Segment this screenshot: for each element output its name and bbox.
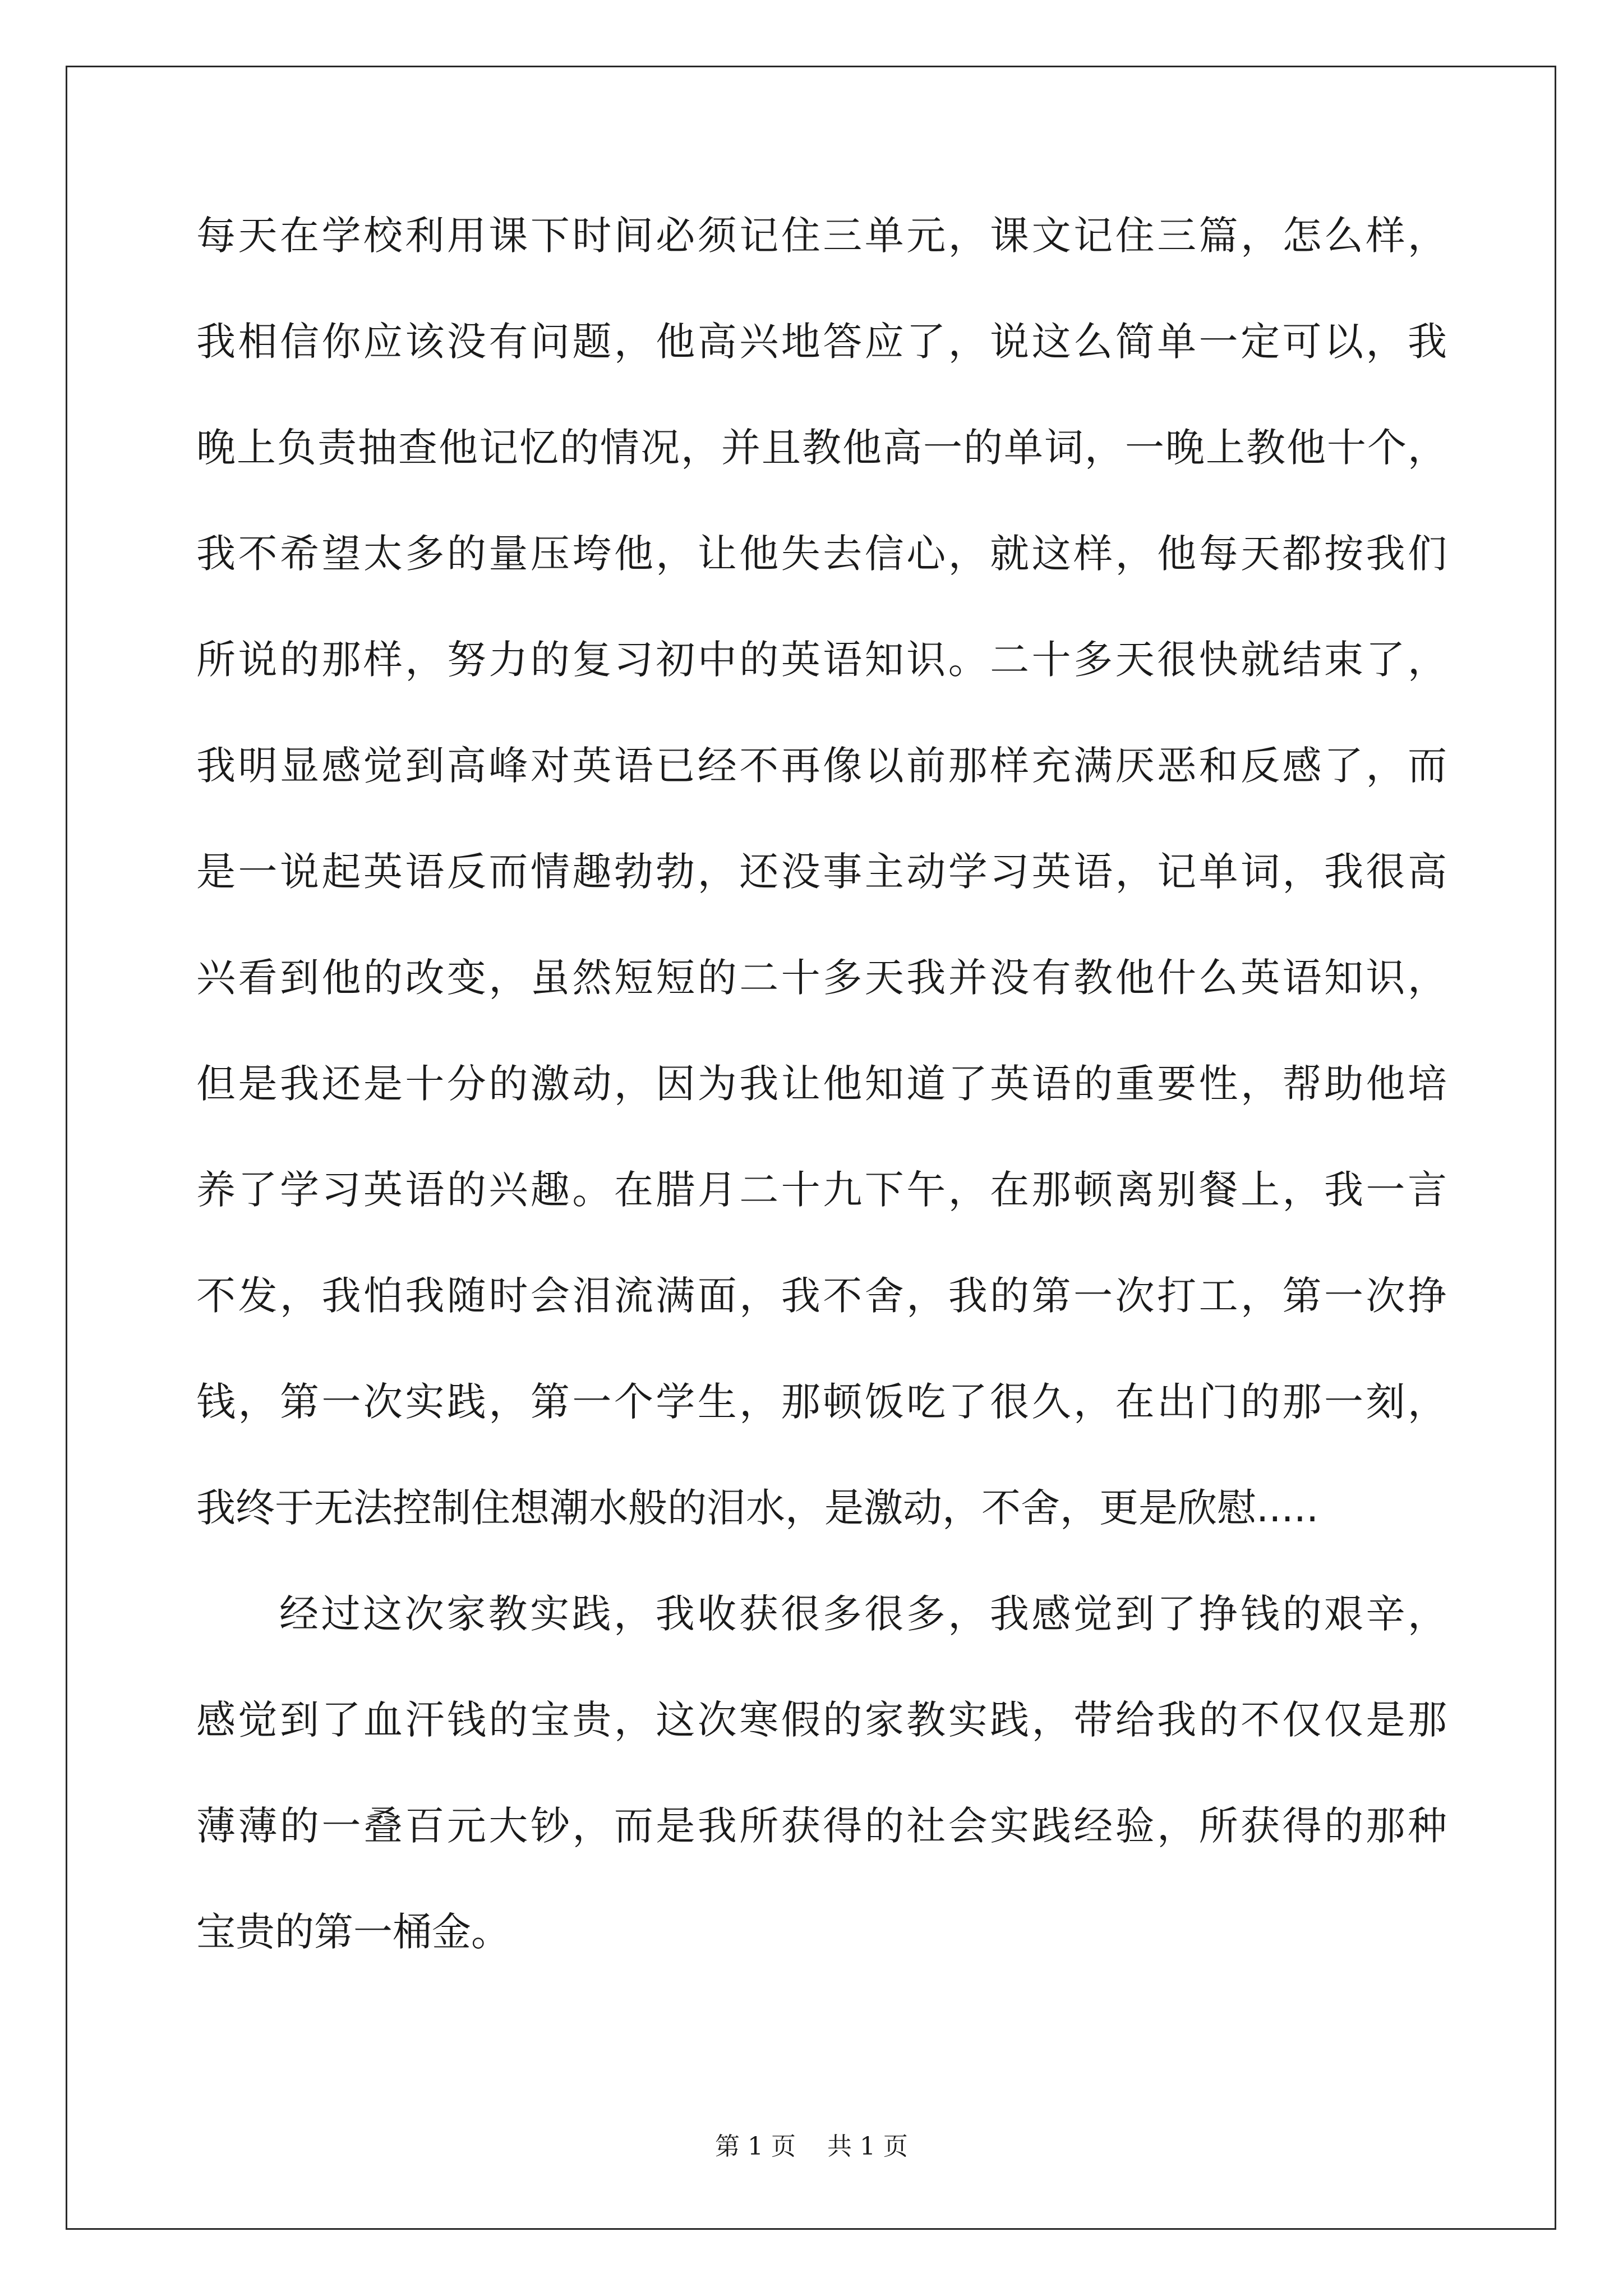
text-line: 经过这次家教实践，我收获很多很多，我感觉到了挣钱的艰辛， xyxy=(279,1591,1447,1637)
text-line: 我明显感觉到高峰对英语已经不再像以前那样充满厌恶和反感了，而 xyxy=(196,743,1447,789)
paragraph xyxy=(196,202,1447,1580)
text-line: 但是我还是十分的激动，因为我让他知道了英语的重要性，帮助他培 xyxy=(196,1061,1447,1107)
text-line: 所说的那样，努力的复习初中的英语知识。二十多天很快就结束了， xyxy=(196,637,1447,683)
text-line: 我相信你应该没有问题，他高兴地答应了，说这么简单一定可以，我 xyxy=(196,319,1447,365)
text-line: 兴看到他的改变，虽然短短的二十多天我并没有教他什么英语知识， xyxy=(196,955,1447,1001)
text-line: 钱，第一次实践，第一个学生，那顿饭吃了很久，在出门的那一刻， xyxy=(196,1379,1447,1425)
text-line: 薄薄的一叠百元大钞，而是我所获得的社会实践经验，所获得的那种 xyxy=(196,1803,1447,1849)
text-line: 每天在学校利用课下时间必须记住三单元，课文记住三篇，怎么样， xyxy=(196,213,1447,259)
text-line: 养了学习英语的兴趣。在腊月二十九下午，在那顿离别餐上，我一言 xyxy=(196,1167,1447,1213)
document-body xyxy=(196,202,1447,2004)
page-number-footer: 第 1 页 共 1 页 xyxy=(715,2132,908,2161)
text-line: 我不希望太多的量压垮他，让他失去信心，就这样，他每天都按我们 xyxy=(196,531,1447,577)
text-line: 我终于无法控制住想潮水般的泪水，是激动，不舍，更是欣慰..... xyxy=(196,1485,1319,1531)
text-line: 是一说起英语反而情趣勃勃，还没事主动学习英语，记单词，我很高 xyxy=(196,849,1447,895)
text-line: 感觉到了血汗钱的宝贵，这次寒假的家教实践，带给我的不仅仅是那 xyxy=(196,1697,1447,1743)
text-line: 晚上负责抽查他记忆的情况，并且教他高一的单词，一晚上教他十个， xyxy=(196,425,1447,471)
text-line: 宝贵的第一桶金。 xyxy=(196,1909,510,1955)
text-line: 不发，我怕我随时会泪流满面，我不舍，我的第一次打工，第一次挣 xyxy=(196,1273,1447,1319)
paragraph xyxy=(196,1580,1447,2004)
